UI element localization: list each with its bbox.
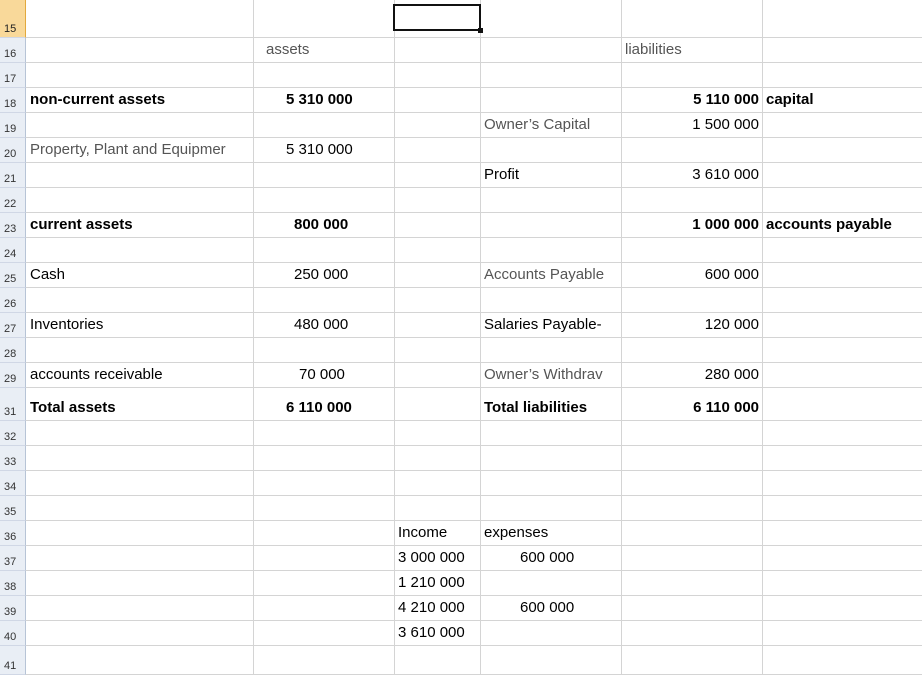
row-divider <box>26 495 922 496</box>
current-assets-label[interactable]: current assets <box>30 216 133 233</box>
row-header[interactable]: 15 <box>0 0 26 38</box>
accounts-receivable-value[interactable]: 70 000 <box>299 366 345 383</box>
row-header[interactable]: 25 <box>0 263 26 288</box>
income-value[interactable]: 1 210 000 <box>398 574 465 591</box>
row-header[interactable]: 24 <box>0 238 26 263</box>
row-header[interactable]: 20 <box>0 138 26 163</box>
current-assets-value[interactable]: 800 000 <box>294 216 349 233</box>
accounts-payable-total-label[interactable]: accounts payable <box>766 216 892 233</box>
total-liabilities-value[interactable]: 6 110 000 <box>693 399 759 416</box>
row-header[interactable]: 19 <box>0 113 26 138</box>
ppe-value[interactable]: 5 310 000 <box>286 141 353 158</box>
row-header[interactable]: 28 <box>0 338 26 363</box>
expenses-value[interactable]: 600 000 <box>520 549 575 566</box>
accounts-payable-value[interactable]: 600 000 <box>704 266 759 283</box>
liabilities-header[interactable]: liabilities <box>625 41 682 58</box>
row-header[interactable]: 17 <box>0 63 26 88</box>
accounts-payable-label[interactable]: Accounts Payable <box>484 266 605 283</box>
row-divider <box>26 237 922 238</box>
selected-cell[interactable] <box>393 4 481 31</box>
row-header[interactable]: 18 <box>0 88 26 113</box>
owners-withdrawals-label[interactable]: Owner’s Withdrav <box>484 366 603 383</box>
ppe-label[interactable]: Property, Plant and Equipmer <box>30 141 226 158</box>
profit-label[interactable]: Profit <box>484 166 520 183</box>
row-header[interactable]: 29 <box>0 363 26 388</box>
row-header[interactable]: 36 <box>0 521 26 546</box>
row-header[interactable]: 33 <box>0 446 26 471</box>
non-current-assets-label[interactable]: non-current assets <box>30 91 166 108</box>
row-divider <box>26 112 922 113</box>
row-header[interactable]: 37 <box>0 546 26 571</box>
total-assets-value[interactable]: 6 110 000 <box>286 399 352 416</box>
row-divider <box>26 287 922 288</box>
income-value[interactable]: 3 610 000 <box>398 624 465 641</box>
assets-header[interactable]: assets <box>266 41 310 58</box>
row-header[interactable]: 21 <box>0 163 26 188</box>
expenses-value[interactable]: 600 000 <box>520 599 575 616</box>
non-current-assets-value[interactable]: 5 310 000 <box>286 91 353 108</box>
row-divider <box>26 337 922 338</box>
owners-withdrawals-value[interactable]: 280 000 <box>704 366 759 383</box>
cash-label[interactable]: Cash <box>30 266 66 283</box>
row-divider <box>26 445 922 446</box>
row-divider <box>26 645 922 646</box>
row-header[interactable]: 22 <box>0 188 26 213</box>
row-divider <box>26 37 922 38</box>
accounts-payable-total-value[interactable]: 1 000 000 <box>692 216 759 233</box>
total-liabilities-label[interactable]: Total liabilities <box>484 399 588 416</box>
row-divider <box>26 187 922 188</box>
row-header[interactable]: 40 <box>0 621 26 646</box>
row-header[interactable]: 26 <box>0 288 26 313</box>
row-header[interactable]: 23 <box>0 213 26 238</box>
salaries-payable-value[interactable]: 120 000 <box>704 316 759 333</box>
row-header[interactable]: 31 <box>0 388 26 421</box>
row-header[interactable]: 27 <box>0 313 26 338</box>
row-divider <box>26 387 922 388</box>
row-header[interactable]: 34 <box>0 471 26 496</box>
row-divider <box>26 420 922 421</box>
total-assets-label[interactable]: Total assets <box>30 399 116 416</box>
inventories-label[interactable]: Inventories <box>30 316 104 333</box>
expenses-header[interactable]: expenses <box>484 524 549 541</box>
row-header[interactable]: 35 <box>0 496 26 521</box>
inventories-value[interactable]: 480 000 <box>294 316 349 333</box>
row-header[interactable]: 39 <box>0 596 26 621</box>
capital-value[interactable]: 5 110 000 <box>693 91 759 108</box>
capital-label[interactable]: capital <box>766 91 814 108</box>
row-header[interactable]: 38 <box>0 571 26 596</box>
row-header[interactable]: 16 <box>0 38 26 63</box>
row-header[interactable]: 41 <box>0 646 26 675</box>
owners-capital-label[interactable]: Owner’s Capital <box>484 116 591 133</box>
profit-value[interactable]: 3 610 000 <box>692 166 759 183</box>
row-divider <box>26 470 922 471</box>
row-divider <box>26 162 922 163</box>
owners-capital-value[interactable]: 1 500 000 <box>692 116 759 133</box>
income-value[interactable]: 3 000 000 <box>398 549 465 566</box>
income-value[interactable]: 4 210 000 <box>398 599 465 616</box>
income-header[interactable]: Income <box>398 524 448 541</box>
row-header[interactable]: 32 <box>0 421 26 446</box>
accounts-receivable-label[interactable]: accounts receivable <box>30 366 163 383</box>
row-divider <box>26 62 922 63</box>
salaries-payable-label[interactable]: Salaries Payable- <box>484 316 602 333</box>
cash-value[interactable]: 250 000 <box>294 266 349 283</box>
